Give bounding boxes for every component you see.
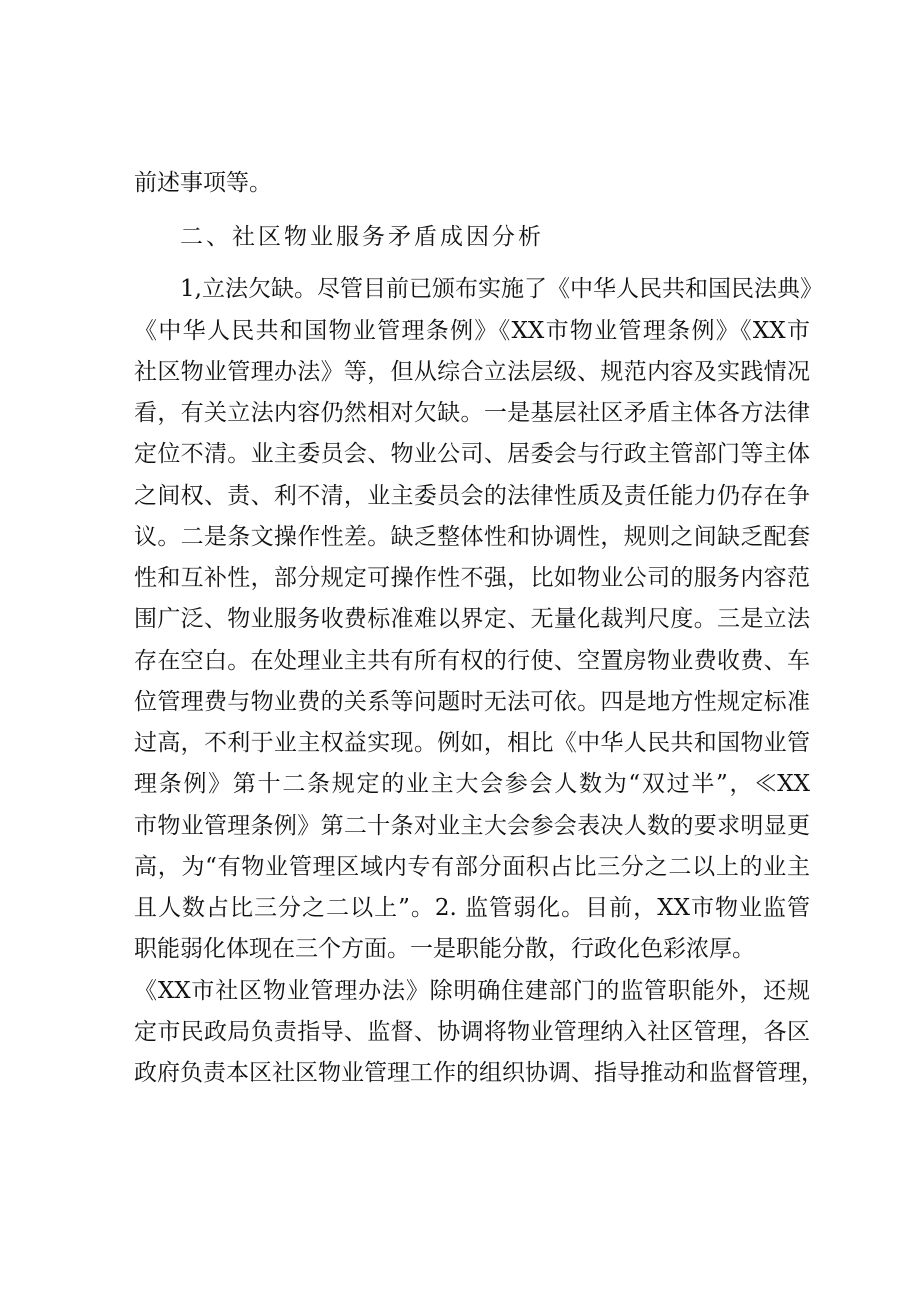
- text-line: 定市民政局负责指导、监督、协调将物业管理纳入社区管理，各区: [134, 1019, 810, 1045]
- text-line: 且人数占比三分之二以上”。2. 监管弱化。目前，XX市物业监管: [134, 895, 810, 921]
- text-line: 围广泛、物业服务收费标准难以界定、无量化裁判尺度。三是立法: [134, 606, 810, 632]
- text-line: 之间权、责、利不清，业主委员会的法律性质及责任能力仍存在争: [134, 483, 810, 509]
- text-line: 社区物业管理办法》等，但从综合立法层级、规范内容及实践情况: [134, 359, 810, 385]
- text-line: 前述事项等。: [134, 170, 272, 196]
- text-line: 职能弱化体现在三个方面。一是职能分散，行政化色彩浓厚。: [134, 936, 755, 962]
- text-line: 过高，不利于业主权益实现。例如，相比《中华人民共和国物业管: [134, 730, 810, 756]
- text-line: 1,立法欠缺。尽管目前已颁布实施了《中华人民共和国民法典》: [180, 276, 823, 302]
- text-line: 高，为“有物业管理区域内专有部分面积占比三分之二以上的业主: [134, 854, 810, 880]
- text-line: 政府负责本区社区物业管理工作的组织协调、指导推动和监督管理，: [134, 1060, 824, 1086]
- text-line: 《中华人民共和国物业管理条例》《XX市物业管理条例》《XX市: [134, 318, 810, 344]
- text-line: 议。二是条文操作性差。缺乏整体性和协调性，规则之间缺乏配套: [134, 524, 810, 550]
- text-line: 《XX市社区物业管理办法》除明确住建部门的监管职能外，还规: [134, 978, 810, 1004]
- section-heading: 二、社区物业服务矛盾成因分析: [180, 224, 544, 250]
- text-line: 理条例》第十二条规定的业主大会参会人数为“双过半”，≪XX: [134, 771, 810, 797]
- text-line: 性和互补性，部分规定可操作性不强，比如物业公司的服务内容范: [134, 565, 810, 591]
- text-line: 看，有关立法内容仍然相对欠缺。一是基层社区矛盾主体各方法律: [134, 400, 810, 426]
- text-line: 位管理费与物业费的关系等问题时无法可依。四是地方性规定标准: [134, 689, 810, 715]
- text-line: 存在空白。在处理业主共有所有权的行使、空置房物业费收费、车: [134, 648, 810, 674]
- text-line: 定位不清。业主委员会、物业公司、居委会与行政主管部门等主体: [134, 441, 810, 467]
- text-line: 市物业管理条例》第二十条对业主大会参会表决人数的要求明显更: [134, 813, 810, 839]
